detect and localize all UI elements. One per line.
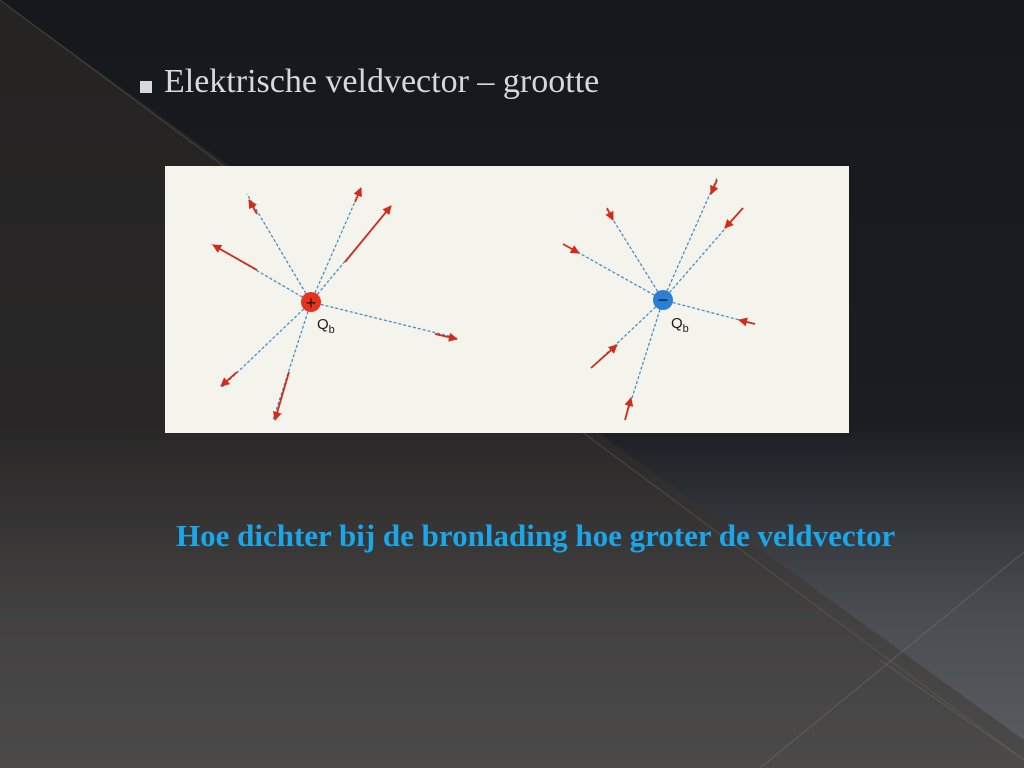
negative-charge-sign: − <box>657 290 669 310</box>
positive-field-vectors <box>213 188 457 420</box>
square-bullet-icon <box>140 81 152 93</box>
positive-field-lines <box>211 188 457 420</box>
positive-charge-subscript: b <box>328 324 335 336</box>
positive-charge-sign: + <box>305 293 317 313</box>
positive-charge <box>301 292 335 336</box>
svg-text:Qb <box>317 316 335 336</box>
slide-title-text: Elektrische veldvector – grootte <box>164 63 600 100</box>
negative-charge-label: Q <box>671 315 683 332</box>
slide-caption: Hoe dichter bij de bronlading hoe groter de veldvector <box>176 518 896 553</box>
negative-charge-subscript: b <box>682 323 689 335</box>
field-vector-diagram <box>165 166 849 433</box>
slide-title <box>140 60 599 104</box>
negative-charge <box>653 290 689 335</box>
svg-text:Qb <box>671 315 689 335</box>
positive-charge-label: Q <box>317 316 329 333</box>
